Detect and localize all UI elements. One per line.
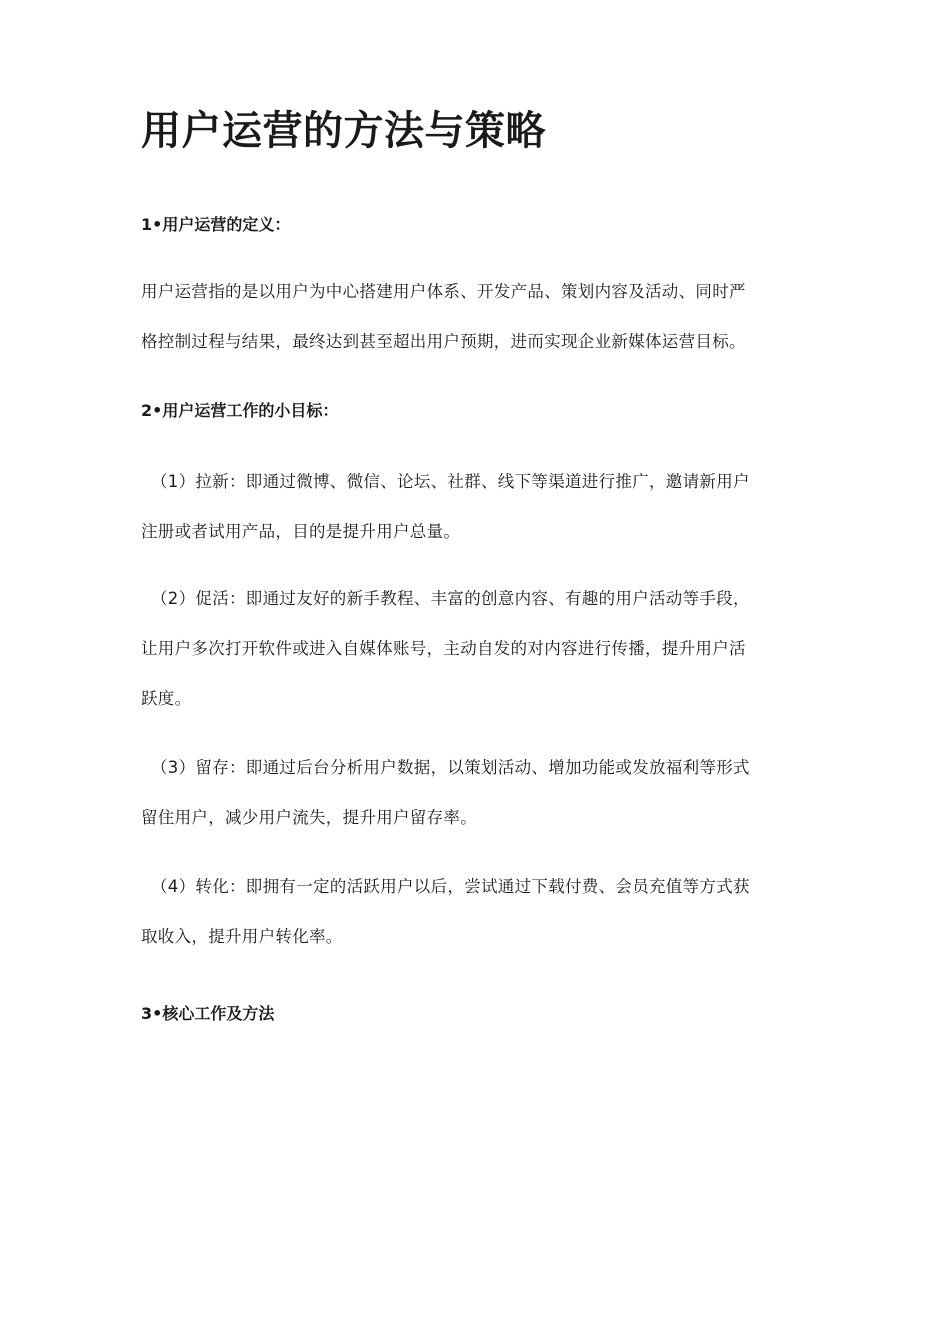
paragraph-line: 让用户多次打开软件或进入自媒体账号，主动自发的对内容进行传播，提升用户活 [141, 639, 746, 658]
paragraph-line: （1）拉新：即通过微博、微信、论坛、社群、线下等渠道进行推广，邀请新用户 [151, 472, 750, 491]
goal-item-activation [141, 574, 821, 724]
section-heading-core-work: 3•核心工作及方法 [141, 1004, 275, 1023]
paragraph-line: 用户运营指的是以用户为中心搭建用户体系、开发产品、策划内容及活动、同时严 [141, 282, 746, 301]
paragraph-line: 跃度。 [141, 689, 192, 708]
goal-item-conversion [141, 862, 821, 962]
paragraph-line: 注册或者试用产品，目的是提升用户总量。 [141, 522, 461, 541]
section-heading-definition: 1•用户运营的定义： [141, 215, 291, 234]
section-heading-goals: 2•用户运营工作的小目标： [141, 401, 339, 420]
goal-item-acquisition [141, 457, 821, 557]
paragraph-line: 格控制过程与结果，最终达到甚至超出用户预期，进而实现企业新媒体运营目标。 [141, 332, 746, 351]
paragraph-line: 留住用户，减少用户流失，提升用户留存率。 [141, 808, 477, 827]
definition-paragraph [141, 267, 811, 367]
paragraph-line: 取收入，提升用户转化率。 [141, 927, 343, 946]
goal-item-retention [141, 743, 821, 843]
paragraph-line: （4）转化：即拥有一定的活跃用户以后，尝试通过下载付费、会员充值等方式获 [151, 877, 750, 896]
document-title: 用户运营的方法与策略 [141, 108, 546, 154]
paragraph-line: （2）促活：即通过友好的新手教程、丰富的创意内容、有趣的用户活动等手段， [151, 589, 750, 608]
paragraph-line: （3）留存：即通过后台分析用户数据，以策划活动、增加功能或发放福利等形式 [151, 758, 750, 777]
